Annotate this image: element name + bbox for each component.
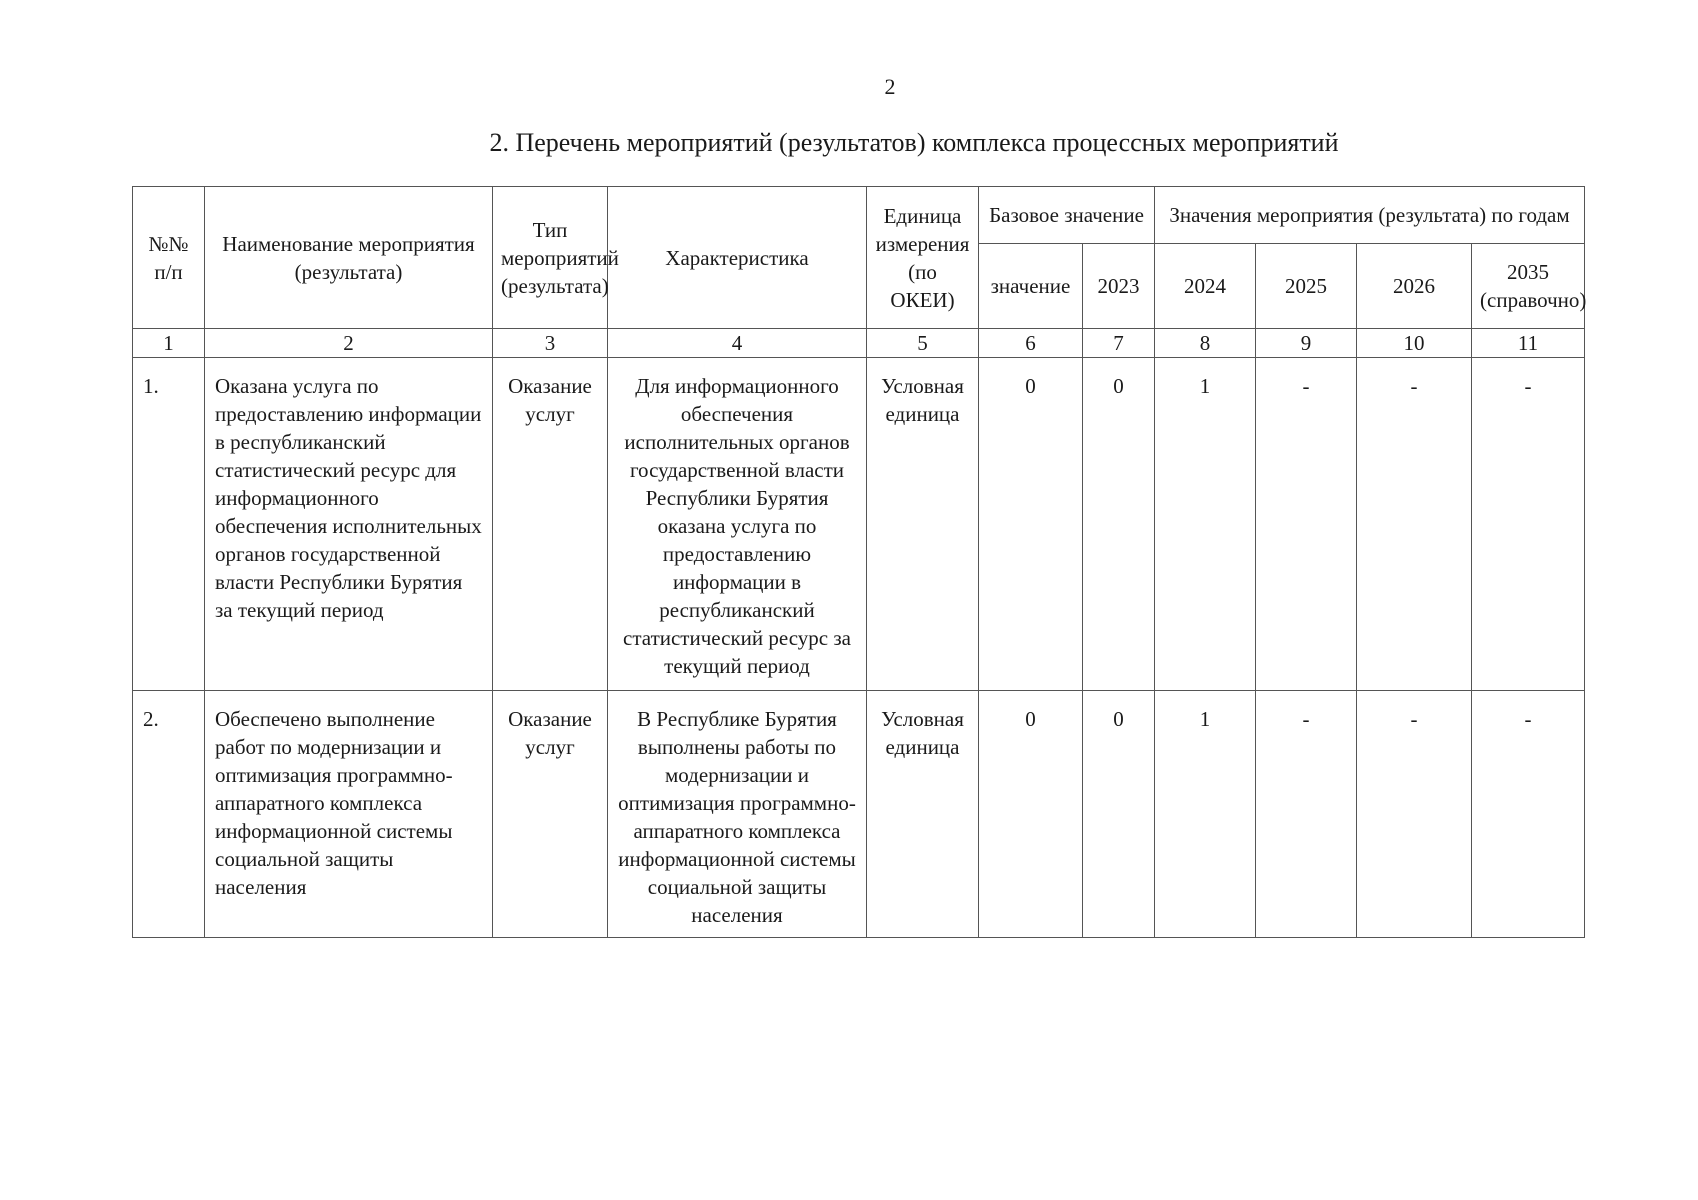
base-2023: 0 bbox=[1083, 358, 1155, 691]
row-number: 1. bbox=[133, 358, 205, 691]
base-value: 0 bbox=[979, 691, 1083, 938]
value-2025: - bbox=[1256, 358, 1357, 691]
table-row bbox=[133, 358, 1585, 691]
measure-characteristic: В Республике Бурятия выполнены работы по модернизации и оптимизация программно-аппаратного комплекса информационной системы социальной защиты населения bbox=[608, 691, 867, 938]
header-num: №№ п/п bbox=[133, 187, 205, 329]
value-2024: 1 bbox=[1155, 358, 1256, 691]
measure-unit: Условная единица bbox=[867, 358, 979, 691]
column-number: 3 bbox=[493, 329, 608, 358]
value-2026: - bbox=[1357, 358, 1472, 691]
column-number: 1 bbox=[133, 329, 205, 358]
header-type: Тип мероприятий (результата) bbox=[493, 187, 608, 329]
header-years-group: Значения мероприятия (результата) по годам bbox=[1155, 187, 1585, 244]
header-year-2024: 2024 bbox=[1155, 244, 1256, 329]
header-row-top bbox=[133, 187, 1585, 244]
measure-unit: Условная единица bbox=[867, 691, 979, 938]
measure-name: Оказана услуга по предоставлению информации в республиканский статистический ресурс для информационного обеспечения исполнительных органов государственной власти Республики Бурятия за текущий период bbox=[205, 358, 493, 691]
value-2024: 1 bbox=[1155, 691, 1256, 938]
column-number: 11 bbox=[1472, 329, 1585, 358]
value-2026: - bbox=[1357, 691, 1472, 938]
column-number: 6 bbox=[979, 329, 1083, 358]
column-number: 9 bbox=[1256, 329, 1357, 358]
header-base-group: Базовое значение bbox=[979, 187, 1155, 244]
column-number: 8 bbox=[1155, 329, 1256, 358]
header-year-2025: 2025 bbox=[1256, 244, 1357, 329]
measures-table bbox=[132, 186, 1585, 938]
value-2035: - bbox=[1472, 358, 1585, 691]
base-2023: 0 bbox=[1083, 691, 1155, 938]
value-2025: - bbox=[1256, 691, 1357, 938]
header-base-year: 2023 bbox=[1083, 244, 1155, 329]
value-2035: - bbox=[1472, 691, 1585, 938]
table-row bbox=[133, 691, 1585, 938]
measure-characteristic: Для информационного обеспечения исполнительных органов государственной власти Республики Бурятия оказана услуга по предоставлению информации в республиканский статистический ресурс за текущий период bbox=[608, 358, 867, 691]
column-number: 2 bbox=[205, 329, 493, 358]
header-year-2026: 2026 bbox=[1357, 244, 1472, 329]
header-unit: Единица измерения (по ОКЕИ) bbox=[867, 187, 979, 329]
page-title: 2. Перечень мероприятий (результатов) комплекса процессных мероприятий bbox=[489, 128, 1339, 157]
header-characteristic: Характеристика bbox=[608, 187, 867, 329]
column-number: 4 bbox=[608, 329, 867, 358]
measure-type: Оказание услуг bbox=[493, 358, 608, 691]
header-year-2035: 2035 (справочно) bbox=[1472, 244, 1585, 329]
base-value: 0 bbox=[979, 358, 1083, 691]
header-base-value: значение bbox=[979, 244, 1083, 329]
measure-name: Обеспечено выполнение работ по модернизации и оптимизация программно-аппаратного комплекса информационной системы социальной защиты населения bbox=[205, 691, 493, 938]
column-number: 5 bbox=[867, 329, 979, 358]
column-number: 10 bbox=[1357, 329, 1472, 358]
row-number: 2. bbox=[133, 691, 205, 938]
page-number: 2 bbox=[884, 74, 896, 99]
column-numbers-row bbox=[133, 329, 1585, 358]
measure-type: Оказание услуг bbox=[493, 691, 608, 938]
header-name: Наименование мероприятия (результата) bbox=[205, 187, 493, 329]
column-number: 7 bbox=[1083, 329, 1155, 358]
